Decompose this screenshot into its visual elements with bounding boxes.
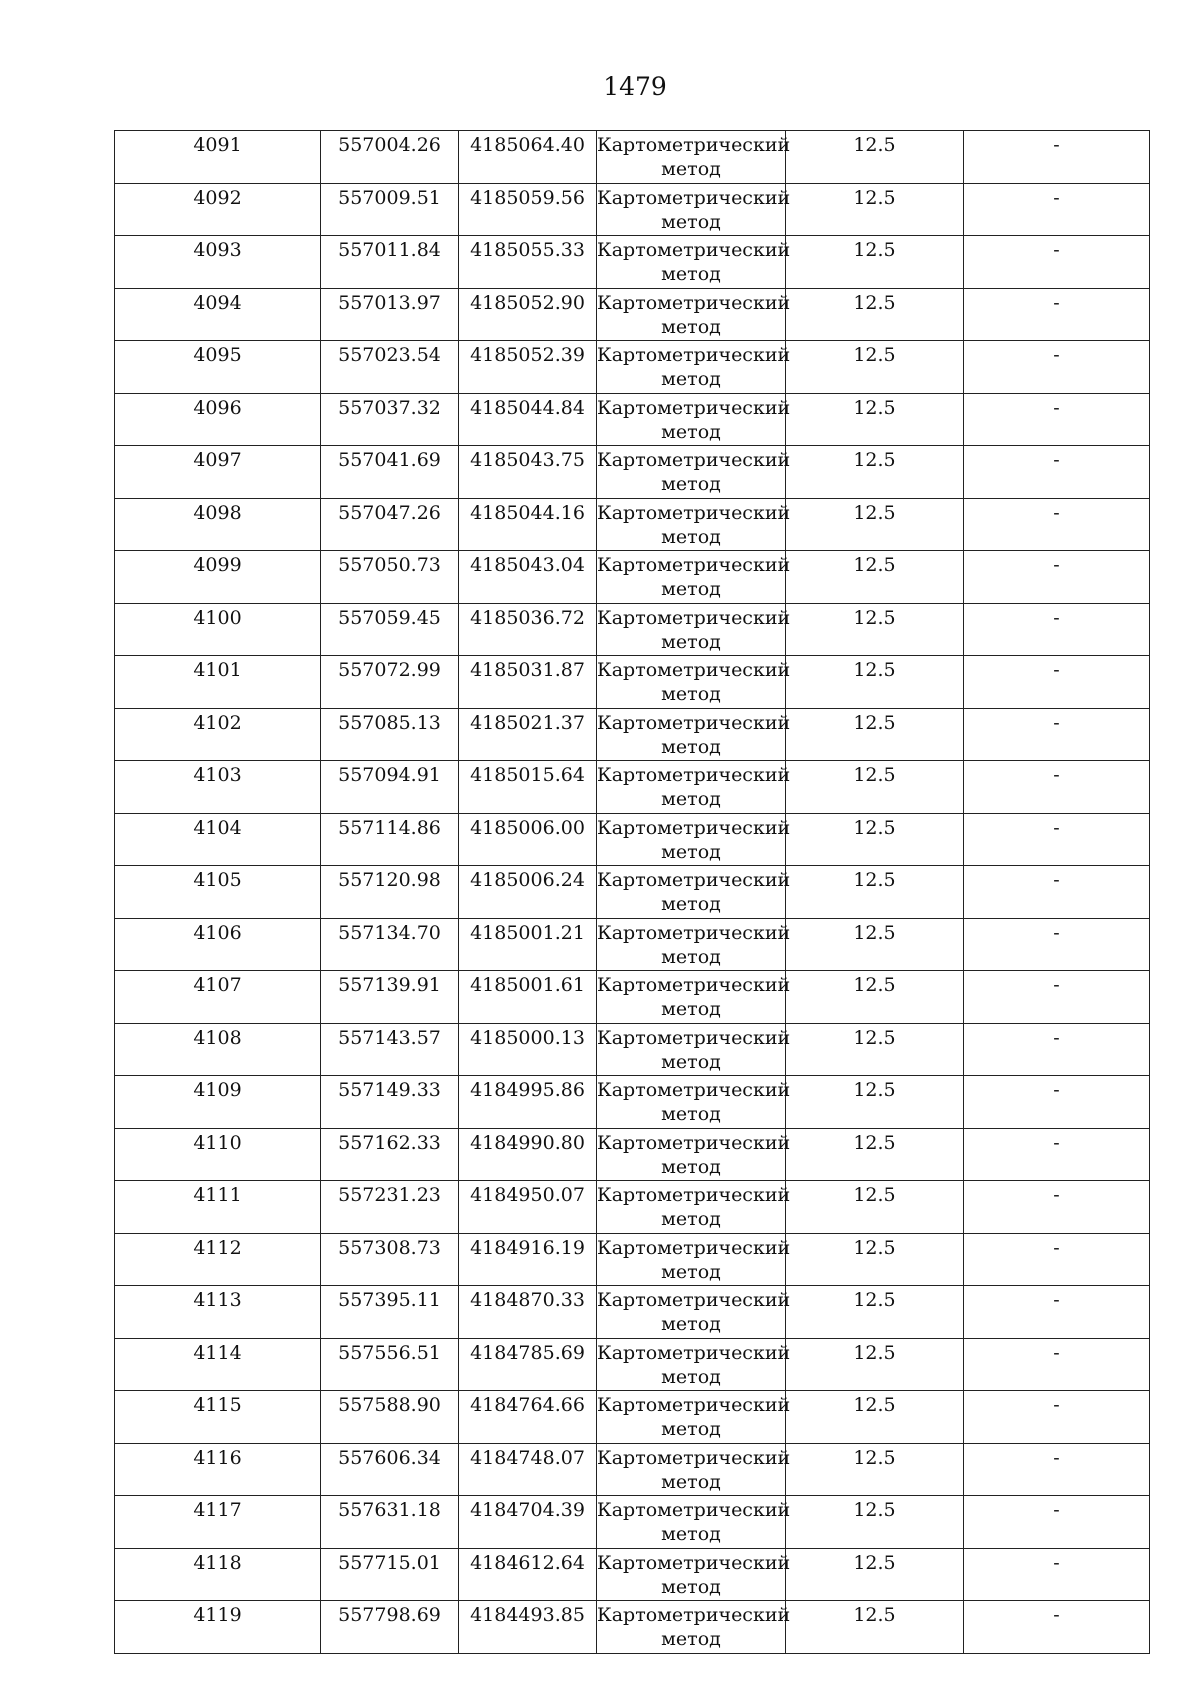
page-number: 1479 <box>603 72 667 101</box>
method-cell: Картометрический метод <box>597 498 786 551</box>
y-coordinate-cell: 4184785.69 <box>459 1338 597 1391</box>
table-row <box>115 131 1150 184</box>
method-cell: Картометрический метод <box>597 1076 786 1129</box>
y-coordinate-cell: 4184493.85 <box>459 1601 597 1654</box>
y-coordinate-cell: 4185044.16 <box>459 498 597 551</box>
x-coordinate-cell: 557085.13 <box>321 708 459 761</box>
y-coordinate-cell: 4185064.40 <box>459 131 597 184</box>
method-cell: Картометрический метод <box>597 1496 786 1549</box>
method-cell: Картометрический метод <box>597 288 786 341</box>
note-cell: - <box>964 603 1150 656</box>
x-coordinate-cell: 557143.57 <box>321 1023 459 1076</box>
method-cell: Картометрический метод <box>597 1286 786 1339</box>
note-cell: - <box>964 288 1150 341</box>
method-cell: Картометрический метод <box>597 131 786 184</box>
accuracy-cell: 12.5 <box>786 393 964 446</box>
accuracy-cell: 12.5 <box>786 498 964 551</box>
method-cell: Картометрический метод <box>597 761 786 814</box>
table-row <box>115 866 1150 919</box>
accuracy-cell: 12.5 <box>786 1443 964 1496</box>
y-coordinate-cell: 4185031.87 <box>459 656 597 709</box>
table-row <box>115 1443 1150 1496</box>
x-coordinate-cell: 557395.11 <box>321 1286 459 1339</box>
method-cell: Картометрический метод <box>597 866 786 919</box>
accuracy-cell: 12.5 <box>786 446 964 499</box>
note-cell: - <box>964 1601 1150 1654</box>
y-coordinate-cell: 4185059.56 <box>459 183 597 236</box>
x-coordinate-cell: 557013.97 <box>321 288 459 341</box>
x-coordinate-cell: 557094.91 <box>321 761 459 814</box>
table-row <box>115 1023 1150 1076</box>
point-number-cell: 4110 <box>115 1128 321 1181</box>
note-cell: - <box>964 1128 1150 1181</box>
note-cell: - <box>964 393 1150 446</box>
point-number-cell: 4096 <box>115 393 321 446</box>
accuracy-cell: 12.5 <box>786 603 964 656</box>
y-coordinate-cell: 4185036.72 <box>459 603 597 656</box>
note-cell: - <box>964 1548 1150 1601</box>
note-cell: - <box>964 1233 1150 1286</box>
y-coordinate-cell: 4184704.39 <box>459 1496 597 1549</box>
table-row <box>115 1601 1150 1654</box>
accuracy-cell: 12.5 <box>786 1128 964 1181</box>
y-coordinate-cell: 4185006.00 <box>459 813 597 866</box>
x-coordinate-cell: 557308.73 <box>321 1233 459 1286</box>
x-coordinate-cell: 557011.84 <box>321 236 459 289</box>
accuracy-cell: 12.5 <box>786 1338 964 1391</box>
accuracy-cell: 12.5 <box>786 131 964 184</box>
accuracy-cell: 12.5 <box>786 918 964 971</box>
point-number-cell: 4113 <box>115 1286 321 1339</box>
note-cell: - <box>964 1076 1150 1129</box>
note-cell: - <box>964 1286 1150 1339</box>
point-number-cell: 4117 <box>115 1496 321 1549</box>
point-number-cell: 4114 <box>115 1338 321 1391</box>
table-row <box>115 551 1150 604</box>
note-cell: - <box>964 236 1150 289</box>
x-coordinate-cell: 557114.86 <box>321 813 459 866</box>
note-cell: - <box>964 971 1150 1024</box>
point-number-cell: 4108 <box>115 1023 321 1076</box>
accuracy-cell: 12.5 <box>786 551 964 604</box>
x-coordinate-cell: 557798.69 <box>321 1601 459 1654</box>
point-number-cell: 4105 <box>115 866 321 919</box>
note-cell: - <box>964 183 1150 236</box>
x-coordinate-cell: 557120.98 <box>321 866 459 919</box>
x-coordinate-cell: 557072.99 <box>321 656 459 709</box>
y-coordinate-cell: 4184612.64 <box>459 1548 597 1601</box>
method-cell: Картометрический метод <box>597 236 786 289</box>
y-coordinate-cell: 4185055.33 <box>459 236 597 289</box>
note-cell: - <box>964 341 1150 394</box>
x-coordinate-cell: 557004.26 <box>321 131 459 184</box>
table-row <box>115 1181 1150 1234</box>
table-row <box>115 1338 1150 1391</box>
accuracy-cell: 12.5 <box>786 866 964 919</box>
table-row <box>115 446 1150 499</box>
accuracy-cell: 12.5 <box>786 813 964 866</box>
note-cell: - <box>964 813 1150 866</box>
y-coordinate-cell: 4184748.07 <box>459 1443 597 1496</box>
table-row <box>115 971 1150 1024</box>
table-row <box>115 183 1150 236</box>
method-cell: Картометрический метод <box>597 393 786 446</box>
method-cell: Картометрический метод <box>597 1391 786 1444</box>
table-row <box>115 708 1150 761</box>
point-number-cell: 4118 <box>115 1548 321 1601</box>
y-coordinate-cell: 4185052.90 <box>459 288 597 341</box>
y-coordinate-cell: 4185043.04 <box>459 551 597 604</box>
point-number-cell: 4109 <box>115 1076 321 1129</box>
coordinates-table <box>114 130 1150 1654</box>
note-cell: - <box>964 1443 1150 1496</box>
table-row <box>115 1496 1150 1549</box>
point-number-cell: 4119 <box>115 1601 321 1654</box>
accuracy-cell: 12.5 <box>786 341 964 394</box>
x-coordinate-cell: 557047.26 <box>321 498 459 551</box>
point-number-cell: 4116 <box>115 1443 321 1496</box>
x-coordinate-cell: 557162.33 <box>321 1128 459 1181</box>
table-row <box>115 288 1150 341</box>
table-row <box>115 656 1150 709</box>
note-cell: - <box>964 1391 1150 1444</box>
note-cell: - <box>964 551 1150 604</box>
note-cell: - <box>964 131 1150 184</box>
accuracy-cell: 12.5 <box>786 288 964 341</box>
accuracy-cell: 12.5 <box>786 1286 964 1339</box>
table-row <box>115 761 1150 814</box>
method-cell: Картометрический метод <box>597 1548 786 1601</box>
y-coordinate-cell: 4184870.33 <box>459 1286 597 1339</box>
point-number-cell: 4103 <box>115 761 321 814</box>
note-cell: - <box>964 446 1150 499</box>
method-cell: Картометрический метод <box>597 551 786 604</box>
table-row <box>115 1391 1150 1444</box>
note-cell: - <box>964 866 1150 919</box>
table-row <box>115 1548 1150 1601</box>
x-coordinate-cell: 557139.91 <box>321 971 459 1024</box>
accuracy-cell: 12.5 <box>786 656 964 709</box>
x-coordinate-cell: 557059.45 <box>321 603 459 656</box>
method-cell: Картометрический метод <box>597 813 786 866</box>
x-coordinate-cell: 557009.51 <box>321 183 459 236</box>
point-number-cell: 4102 <box>115 708 321 761</box>
point-number-cell: 4091 <box>115 131 321 184</box>
method-cell: Картометрический метод <box>597 1023 786 1076</box>
point-number-cell: 4097 <box>115 446 321 499</box>
x-coordinate-cell: 557041.69 <box>321 446 459 499</box>
point-number-cell: 4107 <box>115 971 321 1024</box>
note-cell: - <box>964 1023 1150 1076</box>
table-row <box>115 393 1150 446</box>
note-cell: - <box>964 1181 1150 1234</box>
y-coordinate-cell: 4185021.37 <box>459 708 597 761</box>
accuracy-cell: 12.5 <box>786 708 964 761</box>
x-coordinate-cell: 557134.70 <box>321 918 459 971</box>
method-cell: Картометрический метод <box>597 918 786 971</box>
point-number-cell: 4094 <box>115 288 321 341</box>
method-cell: Картометрический метод <box>597 1233 786 1286</box>
point-number-cell: 4104 <box>115 813 321 866</box>
table-row <box>115 603 1150 656</box>
point-number-cell: 4115 <box>115 1391 321 1444</box>
x-coordinate-cell: 557588.90 <box>321 1391 459 1444</box>
table-row <box>115 236 1150 289</box>
x-coordinate-cell: 557631.18 <box>321 1496 459 1549</box>
x-coordinate-cell: 557606.34 <box>321 1443 459 1496</box>
method-cell: Картометрический метод <box>597 183 786 236</box>
point-number-cell: 4093 <box>115 236 321 289</box>
y-coordinate-cell: 4185006.24 <box>459 866 597 919</box>
point-number-cell: 4100 <box>115 603 321 656</box>
method-cell: Картометрический метод <box>597 1181 786 1234</box>
x-coordinate-cell: 557231.23 <box>321 1181 459 1234</box>
method-cell: Картометрический метод <box>597 656 786 709</box>
table-row <box>115 1286 1150 1339</box>
accuracy-cell: 12.5 <box>786 236 964 289</box>
table-row <box>115 1076 1150 1129</box>
accuracy-cell: 12.5 <box>786 1076 964 1129</box>
y-coordinate-cell: 4184764.66 <box>459 1391 597 1444</box>
point-number-cell: 4099 <box>115 551 321 604</box>
table-row <box>115 341 1150 394</box>
accuracy-cell: 12.5 <box>786 1023 964 1076</box>
accuracy-cell: 12.5 <box>786 1181 964 1234</box>
point-number-cell: 4095 <box>115 341 321 394</box>
y-coordinate-cell: 4185015.64 <box>459 761 597 814</box>
point-number-cell: 4106 <box>115 918 321 971</box>
x-coordinate-cell: 557556.51 <box>321 1338 459 1391</box>
y-coordinate-cell: 4184995.86 <box>459 1076 597 1129</box>
point-number-cell: 4098 <box>115 498 321 551</box>
y-coordinate-cell: 4185052.39 <box>459 341 597 394</box>
method-cell: Картометрический метод <box>597 341 786 394</box>
point-number-cell: 4112 <box>115 1233 321 1286</box>
y-coordinate-cell: 4185044.84 <box>459 393 597 446</box>
method-cell: Картометрический метод <box>597 603 786 656</box>
y-coordinate-cell: 4185001.21 <box>459 918 597 971</box>
x-coordinate-cell: 557715.01 <box>321 1548 459 1601</box>
note-cell: - <box>964 498 1150 551</box>
x-coordinate-cell: 557050.73 <box>321 551 459 604</box>
y-coordinate-cell: 4185000.13 <box>459 1023 597 1076</box>
note-cell: - <box>964 761 1150 814</box>
accuracy-cell: 12.5 <box>786 1391 964 1444</box>
table-row <box>115 918 1150 971</box>
accuracy-cell: 12.5 <box>786 1601 964 1654</box>
point-number-cell: 4101 <box>115 656 321 709</box>
x-coordinate-cell: 557023.54 <box>321 341 459 394</box>
method-cell: Картометрический метод <box>597 1443 786 1496</box>
method-cell: Картометрический метод <box>597 1601 786 1654</box>
point-number-cell: 4111 <box>115 1181 321 1234</box>
note-cell: - <box>964 708 1150 761</box>
table-row <box>115 1233 1150 1286</box>
y-coordinate-cell: 4184950.07 <box>459 1181 597 1234</box>
method-cell: Картометрический метод <box>597 1128 786 1181</box>
method-cell: Картометрический метод <box>597 971 786 1024</box>
method-cell: Картометрический метод <box>597 1338 786 1391</box>
accuracy-cell: 12.5 <box>786 1496 964 1549</box>
y-coordinate-cell: 4185001.61 <box>459 971 597 1024</box>
y-coordinate-cell: 4184990.80 <box>459 1128 597 1181</box>
method-cell: Картометрический метод <box>597 708 786 761</box>
x-coordinate-cell: 557037.32 <box>321 393 459 446</box>
coordinates-table-body <box>115 131 1150 1654</box>
point-number-cell: 4092 <box>115 183 321 236</box>
note-cell: - <box>964 1496 1150 1549</box>
table-row <box>115 498 1150 551</box>
note-cell: - <box>964 656 1150 709</box>
accuracy-cell: 12.5 <box>786 1233 964 1286</box>
table-row <box>115 1128 1150 1181</box>
note-cell: - <box>964 918 1150 971</box>
accuracy-cell: 12.5 <box>786 1548 964 1601</box>
method-cell: Картометрический метод <box>597 446 786 499</box>
accuracy-cell: 12.5 <box>786 761 964 814</box>
accuracy-cell: 12.5 <box>786 971 964 1024</box>
y-coordinate-cell: 4184916.19 <box>459 1233 597 1286</box>
y-coordinate-cell: 4185043.75 <box>459 446 597 499</box>
table-row <box>115 813 1150 866</box>
x-coordinate-cell: 557149.33 <box>321 1076 459 1129</box>
accuracy-cell: 12.5 <box>786 183 964 236</box>
note-cell: - <box>964 1338 1150 1391</box>
